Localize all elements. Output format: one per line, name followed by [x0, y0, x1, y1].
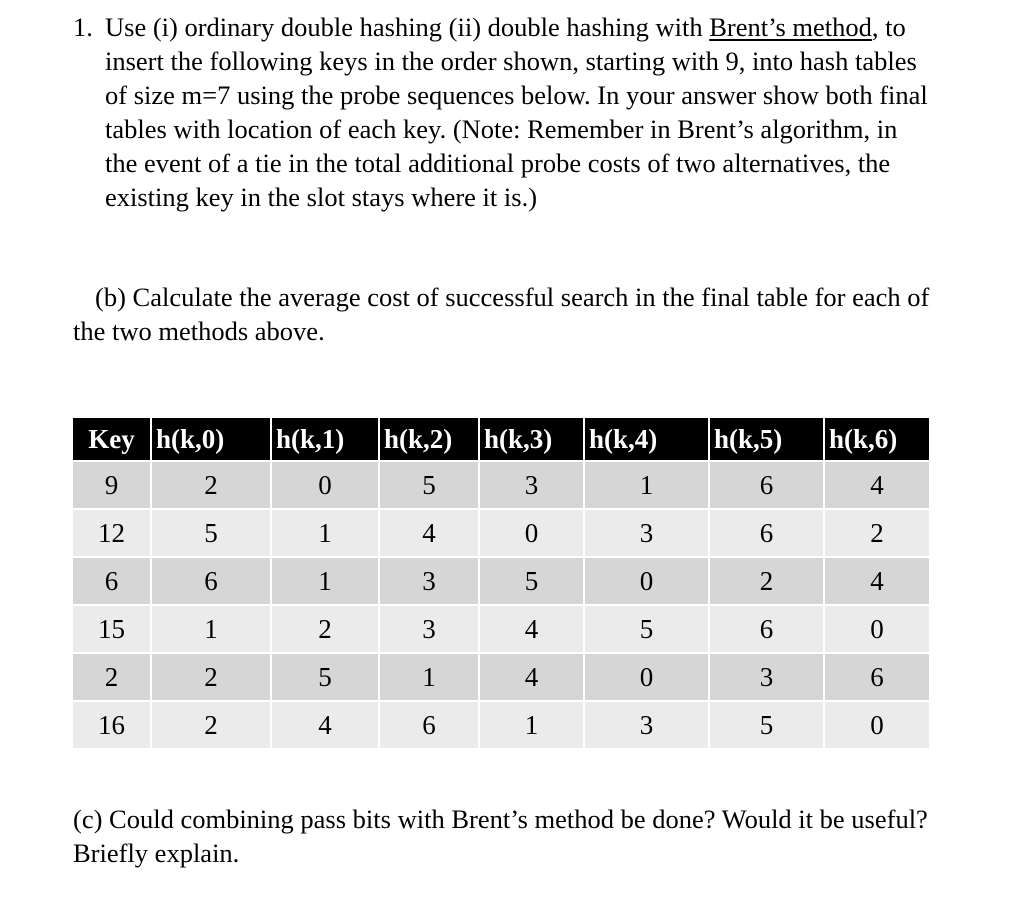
- probe-cell: 2: [151, 653, 271, 701]
- probe-cell: 6: [709, 461, 824, 509]
- probe-cell: 3: [709, 653, 824, 701]
- brents-method-link[interactable]: Brent’s method: [709, 12, 872, 42]
- probe-cell: 1: [151, 605, 271, 653]
- question-1-text-rest: , to insert the following keys in the order shown, starting with 9, into hash tables of size m=7 using the probe sequences below. In your answer show both final tables with location of each key. (Note: Remember in Brent’s algorithm, in the event of a tie in the total additional probe costs of two alternatives, the existing key in the slot stays where it is.): [105, 12, 928, 212]
- table-body: [73, 461, 929, 748]
- probe-cell: 1: [271, 557, 379, 605]
- question-b: (b) Calculate the average cost of successful search in the final table for each of the two methods above.: [73, 282, 930, 346]
- probe-cell: 3: [584, 509, 709, 557]
- probe-cell: 0: [824, 605, 929, 653]
- probe-cell: 0: [824, 701, 929, 748]
- probe-cell: 5: [479, 557, 584, 605]
- probe-cell: 3: [479, 461, 584, 509]
- question-1-text: [105, 10, 933, 214]
- question-c: (c) Could combining pass bits with Brent’s method be done? Would it be useful? Briefly explain.: [73, 804, 928, 868]
- probe-cell: 4: [379, 509, 479, 557]
- probe-cell: 2: [824, 509, 929, 557]
- probe-cell: 0: [271, 461, 379, 509]
- column-header: h(k,1): [271, 418, 379, 461]
- probe-cell: 5: [379, 461, 479, 509]
- probe-cell: 5: [584, 605, 709, 653]
- probe-cell: 5: [271, 653, 379, 701]
- probe-cell: 4: [479, 605, 584, 653]
- probe-cell: 4: [824, 461, 929, 509]
- probe-cell: 3: [379, 557, 479, 605]
- key-cell: 12: [73, 509, 151, 557]
- question-1: [73, 10, 933, 214]
- table-header-row: [73, 418, 929, 461]
- probe-cell: 2: [151, 461, 271, 509]
- key-cell: 9: [73, 461, 151, 509]
- table-row: [73, 653, 929, 701]
- probe-cell: 0: [479, 509, 584, 557]
- probe-cell: 6: [151, 557, 271, 605]
- probe-cell: 1: [584, 461, 709, 509]
- probe-cell: 4: [479, 653, 584, 701]
- probe-cell: 2: [271, 605, 379, 653]
- probe-cell: 2: [709, 557, 824, 605]
- probe-cell: 2: [151, 701, 271, 748]
- question-1-text-start: Use (i) ordinary double hashing (ii) double hashing with: [105, 12, 710, 42]
- probe-cell: 1: [271, 509, 379, 557]
- probe-cell: 4: [824, 557, 929, 605]
- key-cell: 2: [73, 653, 151, 701]
- probe-cell: 5: [709, 701, 824, 748]
- question-number: 1.: [73, 12, 93, 42]
- table-row: [73, 509, 929, 557]
- table-row: [73, 557, 929, 605]
- key-cell: 15: [73, 605, 151, 653]
- probe-cell: 6: [379, 701, 479, 748]
- key-cell: 6: [73, 557, 151, 605]
- column-header: h(k,5): [709, 418, 824, 461]
- probe-cell: 5: [151, 509, 271, 557]
- table-row: [73, 701, 929, 748]
- probe-cell: 0: [584, 653, 709, 701]
- probe-cell: 4: [271, 701, 379, 748]
- column-header: h(k,6): [824, 418, 929, 461]
- probe-cell: 1: [479, 701, 584, 748]
- probe-cell: 3: [584, 701, 709, 748]
- column-header: h(k,4): [584, 418, 709, 461]
- probe-sequence-table: [73, 418, 929, 748]
- column-header: h(k,0): [151, 418, 271, 461]
- table-row: [73, 605, 929, 653]
- column-header: h(k,3): [479, 418, 584, 461]
- probe-cell: 6: [824, 653, 929, 701]
- table-row: [73, 461, 929, 509]
- column-header: h(k,2): [379, 418, 479, 461]
- probe-cell: 6: [709, 605, 824, 653]
- key-cell: 16: [73, 701, 151, 748]
- probe-cell: 6: [709, 509, 824, 557]
- probe-cell: 0: [584, 557, 709, 605]
- column-header: Key: [73, 418, 151, 461]
- probe-cell: 1: [379, 653, 479, 701]
- probe-cell: 3: [379, 605, 479, 653]
